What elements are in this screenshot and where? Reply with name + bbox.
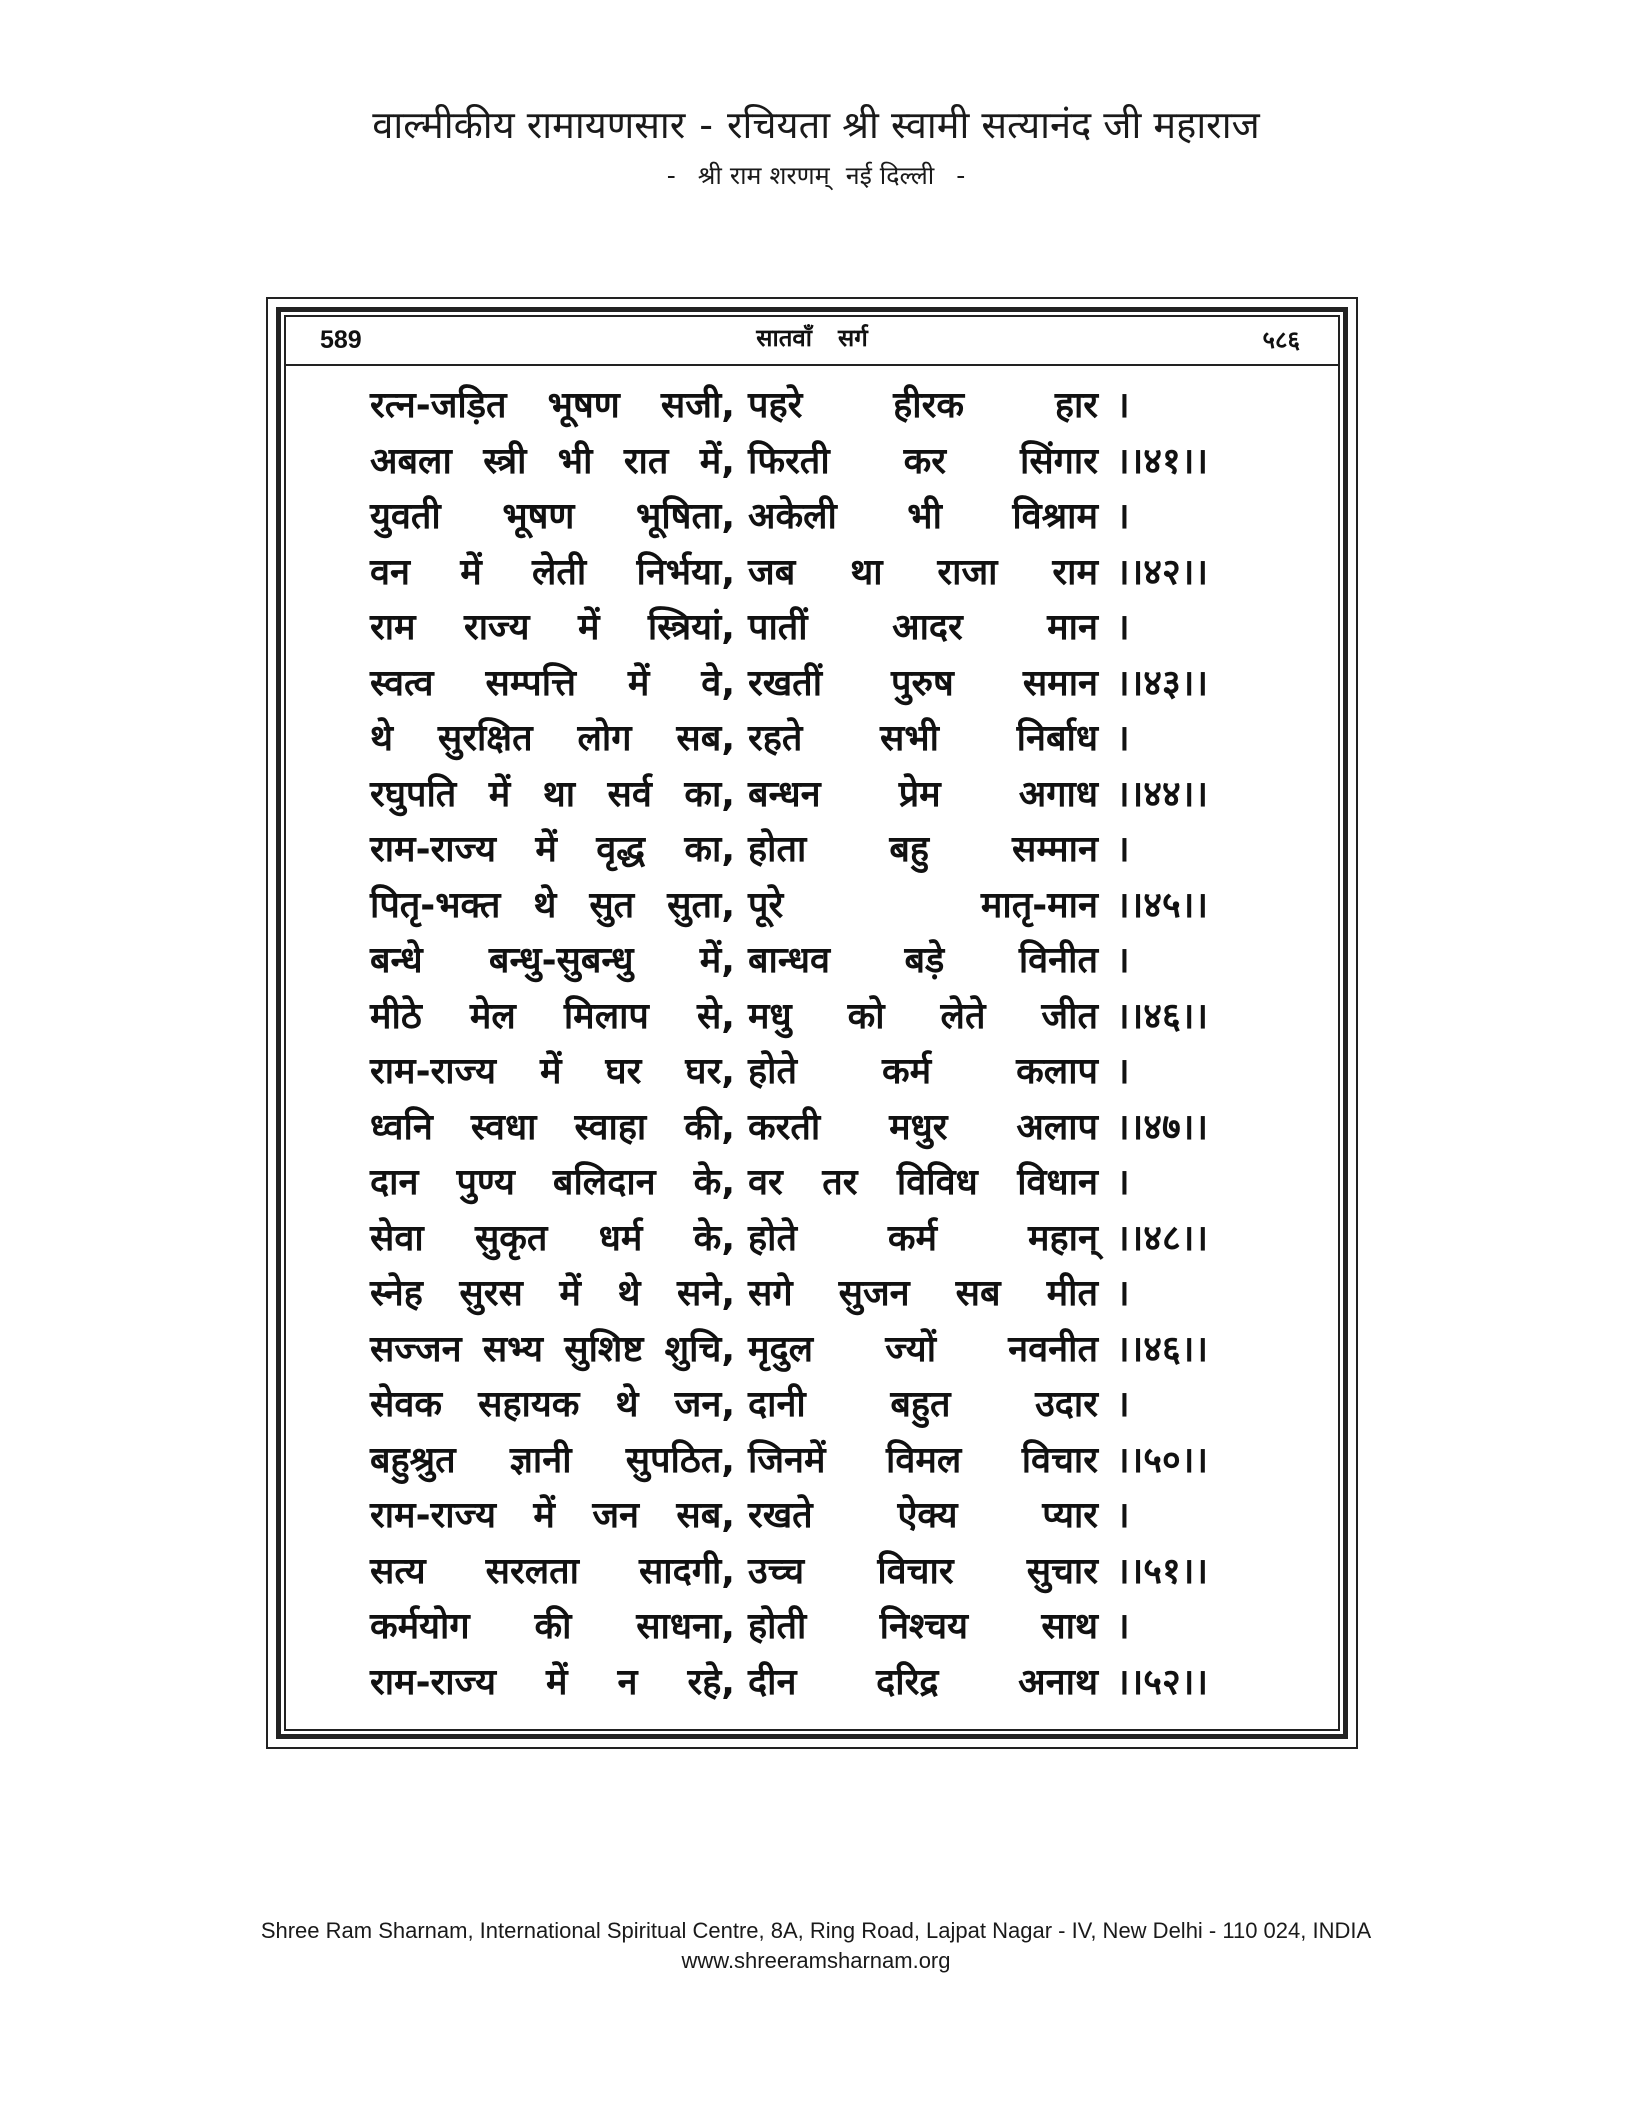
verse-end-mark: ।।४५।। xyxy=(1116,884,1209,926)
verse-first-half xyxy=(370,1155,735,1210)
verse-word: सभी xyxy=(880,718,939,759)
verse-word: से, xyxy=(696,995,735,1037)
verse-word: सुत xyxy=(589,884,635,926)
verse-first-half xyxy=(370,600,735,655)
verse-word: रहे, xyxy=(687,1661,735,1703)
verse-word: सुजन xyxy=(838,1273,910,1314)
verse-word: आदर xyxy=(892,607,963,648)
verse-word: राजा xyxy=(937,551,998,593)
verse-second-half xyxy=(748,600,1098,655)
verse-word: बहु xyxy=(889,829,930,870)
verse-first-half xyxy=(370,822,735,877)
verse-word: दान xyxy=(370,1162,419,1203)
verse-line xyxy=(370,1599,1270,1655)
verse-word: लोग xyxy=(577,718,632,759)
verse-first-half xyxy=(370,1433,735,1488)
verse-word: सर्व xyxy=(607,773,652,815)
verse-first-half xyxy=(370,989,735,1044)
verse-word: समान xyxy=(1022,662,1098,704)
verse-list xyxy=(370,378,1270,1710)
verse-word: मातृ-मान xyxy=(980,884,1098,926)
verse-line xyxy=(370,1377,1270,1433)
verse-second-half xyxy=(748,1655,1098,1710)
verse-first-half xyxy=(370,1488,735,1543)
verse-word: था xyxy=(542,773,576,815)
verse-word: रात xyxy=(623,440,669,482)
verse-word: दानी xyxy=(748,1384,806,1425)
verse-end-mark: । xyxy=(1116,1495,1130,1536)
verse-first-half xyxy=(370,933,735,988)
verse-second-half xyxy=(748,1266,1098,1321)
verse-word: लेते xyxy=(940,995,986,1037)
verse-word: स्वधा xyxy=(470,1106,537,1148)
verse-word: विश्राम xyxy=(1012,496,1098,537)
verse-word: सुशिष्ट xyxy=(564,1328,644,1370)
page-number-arabic: 589 xyxy=(320,326,362,354)
verse-first-half xyxy=(370,656,735,711)
verse-word: प्रेम xyxy=(898,773,941,815)
verse-word: स्वाहा xyxy=(574,1106,647,1148)
verse-word: में xyxy=(577,607,600,648)
verse-word: अबला xyxy=(370,440,452,482)
verse-end-mark: । xyxy=(1116,1051,1130,1092)
verse-second-half xyxy=(748,1599,1098,1654)
verse-word: कर xyxy=(903,440,947,482)
verse-word: मान xyxy=(1047,607,1098,648)
verse-word: उच्च xyxy=(748,1550,805,1592)
verse-word: विविध xyxy=(896,1162,978,1203)
verse-word: भी xyxy=(907,496,942,537)
verse-second-half xyxy=(748,1044,1098,1099)
verse-word: सत्य xyxy=(370,1550,426,1592)
verse-end-mark: । xyxy=(1116,385,1130,426)
verse-end-mark: । xyxy=(1116,607,1130,648)
verse-word: भूषण xyxy=(547,385,620,426)
organization-city: नई दिल्ली xyxy=(845,161,935,190)
verse-word: सुपठित, xyxy=(625,1439,735,1481)
verse-second-half xyxy=(748,489,1098,544)
verse-second-half xyxy=(748,989,1098,1044)
verse-word: में xyxy=(460,551,482,593)
verse-word: भूषिता, xyxy=(636,496,735,537)
verse-word: सब xyxy=(955,1273,1001,1314)
verse-word: तर xyxy=(822,1162,858,1203)
verse-word: स्त्रियां, xyxy=(647,607,735,648)
page-number-devanagari: ५८६ xyxy=(1262,326,1300,354)
verse-line xyxy=(370,1266,1270,1322)
verse-first-half xyxy=(370,1599,735,1654)
document-title xyxy=(0,100,1632,150)
verse-word: वृद्ध xyxy=(596,829,646,870)
verse-word: सम्मान xyxy=(1012,829,1098,870)
verse-word: थे xyxy=(617,1273,641,1314)
verse-word: सरलता xyxy=(485,1550,579,1592)
verse-second-half xyxy=(748,1211,1098,1266)
verse-word: साधना, xyxy=(636,1606,735,1647)
verse-line xyxy=(370,1544,1270,1600)
verse-word: पूरे xyxy=(748,884,784,926)
verse-word: कलाप xyxy=(1016,1051,1098,1092)
verse-first-half xyxy=(370,1655,735,1710)
verse-word: में, xyxy=(699,940,735,981)
chapter-heading xyxy=(286,322,1338,354)
verse-word: की xyxy=(534,1606,572,1647)
verse-word: हार xyxy=(1054,385,1098,426)
verse-word: में xyxy=(559,1273,581,1314)
verse-end-mark: ।।५१।। xyxy=(1116,1550,1209,1592)
verse-word: सने, xyxy=(677,1273,735,1314)
verse-word: की, xyxy=(684,1106,735,1148)
verse-word: थे xyxy=(533,884,557,926)
verse-word: के, xyxy=(693,1217,735,1259)
page-header-bar xyxy=(286,318,1338,366)
verse-word: नवनीत xyxy=(1008,1328,1098,1370)
verse-word: फिरती xyxy=(748,440,830,482)
verse-word: राज्य xyxy=(464,607,530,648)
verse-word: पुण्य xyxy=(456,1162,515,1203)
verse-end-mark: । xyxy=(1116,1606,1130,1647)
verse-word: अनाथ xyxy=(1018,1661,1098,1703)
verse-end-mark: ।।५०।। xyxy=(1116,1439,1209,1481)
verse-word: बहुत xyxy=(890,1384,951,1425)
verse-word: निश्चय xyxy=(879,1606,968,1647)
verse-word: पुरुष xyxy=(891,662,954,704)
verse-word: होता xyxy=(748,829,807,870)
verse-word: होते xyxy=(748,1217,797,1259)
verse-second-half xyxy=(748,1433,1098,1488)
verse-word: मीत xyxy=(1046,1273,1098,1314)
verse-line xyxy=(370,545,1270,601)
verse-first-half xyxy=(370,1266,735,1321)
verse-word: में xyxy=(627,662,650,704)
verse-word: विधान xyxy=(1017,1162,1098,1203)
verse-line xyxy=(370,1211,1270,1267)
verse-word: सहायक xyxy=(478,1384,580,1425)
verse-word: थे xyxy=(615,1384,639,1425)
verse-word: दरिद्र xyxy=(876,1661,939,1703)
verse-word: जब xyxy=(748,551,796,593)
verse-word: घर xyxy=(605,1051,642,1092)
verse-word: करती xyxy=(748,1106,821,1148)
verse-word: कर्म xyxy=(887,1217,938,1259)
verse-first-half xyxy=(370,1211,735,1266)
verse-word: अगाध xyxy=(1018,773,1098,815)
verse-word: थे xyxy=(370,718,394,759)
verse-word: में xyxy=(488,773,511,815)
verse-word: राम-राज्य xyxy=(370,1495,497,1536)
verse-word: को xyxy=(847,995,885,1037)
verse-end-mark: ।।४८।। xyxy=(1116,1217,1209,1259)
verse-word: स्नेह xyxy=(370,1273,423,1314)
verse-word: कर्म xyxy=(881,1051,932,1092)
verse-word: राम-राज्य xyxy=(370,1661,497,1703)
verse-second-half xyxy=(748,933,1098,988)
verse-end-mark: ।।५२।। xyxy=(1116,1661,1209,1703)
verse-first-half xyxy=(370,1377,735,1432)
verse-word: मधुर xyxy=(889,1106,948,1148)
verse-line xyxy=(370,1100,1270,1156)
verse-first-half xyxy=(370,1044,735,1099)
verse-word: सिंगार xyxy=(1020,440,1098,482)
verse-word: राम xyxy=(1052,551,1098,593)
verse-word: में xyxy=(535,829,557,870)
verse-first-half xyxy=(370,878,735,933)
verse-word: शुचि, xyxy=(664,1328,735,1370)
organization-name: श्री राम शरणम् xyxy=(697,161,830,190)
verse-end-mark: । xyxy=(1116,940,1130,981)
verse-second-half xyxy=(748,1377,1098,1432)
verse-word: में xyxy=(539,1051,562,1092)
verse-end-mark: ।।४७।। xyxy=(1116,1106,1209,1148)
verse-word: सेवा xyxy=(370,1217,424,1259)
verse-word: राम xyxy=(370,607,416,648)
document-subtitle xyxy=(0,158,1632,194)
verse-second-half xyxy=(748,711,1098,766)
verse-word: जन xyxy=(592,1495,640,1536)
verse-end-mark: । xyxy=(1116,1384,1130,1425)
verse-word: वर xyxy=(748,1162,783,1203)
verse-first-half xyxy=(370,378,735,433)
verse-second-half xyxy=(748,1100,1098,1155)
verse-word: जीत xyxy=(1041,995,1098,1037)
verse-second-half xyxy=(748,878,1098,933)
verse-word: ज्ञानी xyxy=(509,1439,572,1481)
verse-word: होती xyxy=(748,1606,807,1647)
verse-second-half xyxy=(748,822,1098,877)
book-title: वाल्मीकीय रामायणसार xyxy=(372,103,686,147)
verse-word: सगे xyxy=(748,1273,793,1314)
chapter-ordinal: सातवाँ xyxy=(756,324,812,352)
verse-word: निर्बाध xyxy=(1016,718,1098,759)
verse-word: मधु xyxy=(748,995,792,1037)
verse-line xyxy=(370,1155,1270,1211)
verse-word: ऐक्य xyxy=(897,1495,958,1536)
verse-word: युवती xyxy=(370,496,441,537)
verse-word: सादगी, xyxy=(638,1550,735,1592)
verse-word: के, xyxy=(693,1162,735,1203)
verse-word: रहते xyxy=(748,718,803,759)
verse-word: सभ्य xyxy=(482,1328,544,1370)
verse-word: सब, xyxy=(676,1495,735,1536)
verse-end-mark: । xyxy=(1116,1162,1130,1203)
verse-word: मृदुल xyxy=(748,1328,814,1370)
verse-word: उदार xyxy=(1035,1384,1098,1425)
verse-word: न xyxy=(617,1661,638,1703)
verse-word: सुता, xyxy=(667,884,735,926)
verse-word: रत्न-जड़ित xyxy=(370,385,507,426)
verse-word: भी xyxy=(557,440,593,482)
verse-first-half xyxy=(370,1544,735,1599)
verse-word: सज्जन xyxy=(370,1328,462,1370)
footer-website: www.shreeramsharnam.org xyxy=(681,1948,951,1973)
verse-line xyxy=(370,767,1270,823)
verse-word: में xyxy=(533,1495,555,1536)
verse-line xyxy=(370,1322,1270,1378)
verse-word: दीन xyxy=(748,1661,797,1703)
verse-word: बहुश्रुत xyxy=(370,1439,456,1481)
verse-word: विमल xyxy=(886,1439,962,1481)
verse-word: जिनमें xyxy=(748,1439,826,1481)
verse-line xyxy=(370,822,1270,878)
verse-word: जन, xyxy=(674,1384,735,1425)
verse-end-mark: । xyxy=(1116,718,1130,759)
title-separator: - xyxy=(699,103,714,147)
verse-word: बन्धु-सुबन्धु xyxy=(488,940,634,981)
verse-word: सुरस xyxy=(459,1273,523,1314)
verse-word: अकेली xyxy=(748,496,837,537)
verse-second-half xyxy=(748,1544,1098,1599)
verse-line xyxy=(370,711,1270,767)
verse-word: विचार xyxy=(1021,1439,1098,1481)
verse-word: विचार xyxy=(877,1550,954,1592)
verse-word: पितृ-भक्त xyxy=(370,884,501,926)
verse-word: बान्धव xyxy=(748,940,831,981)
verse-word: का, xyxy=(684,773,735,815)
verse-line xyxy=(370,1044,1270,1100)
verse-word: हीरक xyxy=(893,385,964,426)
verse-second-half xyxy=(748,545,1098,600)
verse-word: रखते xyxy=(748,1495,813,1536)
verse-word: मीठे xyxy=(370,995,422,1037)
verse-line xyxy=(370,378,1270,434)
verse-word: में, xyxy=(699,440,735,482)
verse-second-half xyxy=(748,767,1098,822)
verse-word: राम-राज्य xyxy=(370,829,497,870)
verse-word: वे, xyxy=(701,662,735,704)
verse-word: था xyxy=(850,551,883,593)
verse-word: सजी, xyxy=(660,385,735,426)
verse-end-mark: । xyxy=(1116,829,1130,870)
verse-word: पहरे xyxy=(748,385,803,426)
verse-word: में xyxy=(546,1661,568,1703)
verse-word: सब, xyxy=(676,718,735,759)
footer-address: Shree Ram Sharnam, International Spiritual Centre, 8A, Ring Road, Lajpat Nagar - IV, New Delhi - 110 024, INDIA xyxy=(260,1918,1372,1943)
author-credit: रचियता श्री स्वामी सत्यानंद जी महाराज xyxy=(727,103,1260,147)
verse-line xyxy=(370,489,1270,545)
verse-line xyxy=(370,600,1270,656)
verse-word: होते xyxy=(748,1051,797,1092)
verse-word: बड़े xyxy=(904,940,945,981)
verse-line xyxy=(370,1488,1270,1544)
verse-word: बन्धे xyxy=(370,940,423,981)
verse-first-half xyxy=(370,1322,735,1377)
verse-word: वन xyxy=(370,551,410,593)
verse-first-half xyxy=(370,545,735,600)
verse-second-half xyxy=(748,434,1098,489)
verse-first-half xyxy=(370,489,735,544)
chapter-word: सर्ग xyxy=(837,324,868,352)
verse-word: सुरक्षित xyxy=(437,718,533,759)
verse-line xyxy=(370,1433,1270,1489)
verse-word: स्वत्व xyxy=(370,662,434,704)
verse-word: राम-राज्य xyxy=(370,1051,497,1092)
verse-word: निर्भया, xyxy=(636,551,735,593)
verse-word: प्यार xyxy=(1042,1495,1098,1536)
verse-end-mark: ।।४४।। xyxy=(1116,773,1209,815)
verse-end-mark: ।।४६।। xyxy=(1116,1328,1209,1370)
verse-line xyxy=(370,933,1270,989)
verse-word: स्त्री xyxy=(483,440,527,482)
verse-word: रखतीं xyxy=(748,662,823,704)
verse-word: कर्मयोग xyxy=(370,1606,470,1647)
verse-word: साथ xyxy=(1041,1606,1098,1647)
subtitle-dash-right: - xyxy=(956,161,966,190)
verse-second-half xyxy=(748,1155,1098,1210)
verse-first-half xyxy=(370,767,735,822)
verse-end-mark: ।।४२।। xyxy=(1116,551,1209,593)
verse-word: बलिदान xyxy=(552,1162,656,1203)
verse-second-half xyxy=(748,378,1098,433)
verse-word: धर्म xyxy=(598,1217,643,1259)
verse-line xyxy=(370,434,1270,490)
verse-end-mark: । xyxy=(1116,496,1130,537)
verse-end-mark: । xyxy=(1116,1273,1130,1314)
verse-word: सेवक xyxy=(370,1384,443,1425)
verse-word: सुकृत xyxy=(474,1217,548,1259)
verse-word: ज्यों xyxy=(885,1328,937,1370)
verse-word: सुचार xyxy=(1026,1550,1098,1592)
verse-word: लेती xyxy=(532,551,587,593)
verse-line xyxy=(370,1655,1270,1711)
subtitle-dash-left: - xyxy=(666,161,676,190)
verse-end-mark: ।।४३।। xyxy=(1116,662,1209,704)
verse-line xyxy=(370,878,1270,934)
verse-end-mark: ।।४६।। xyxy=(1116,995,1209,1037)
verse-word: रघुपति xyxy=(370,773,457,815)
verse-word: विनीत xyxy=(1018,940,1098,981)
verse-word: घर, xyxy=(685,1051,735,1092)
verse-end-mark: ।।४१।। xyxy=(1116,440,1209,482)
verse-first-half xyxy=(370,434,735,489)
verse-second-half xyxy=(748,1322,1098,1377)
verse-word: अलाप xyxy=(1016,1106,1098,1148)
verse-second-half xyxy=(748,656,1098,711)
verse-word: भूषण xyxy=(502,496,575,537)
verse-word: बन्धन xyxy=(748,773,821,815)
verse-word: का, xyxy=(684,829,735,870)
verse-word: महान् xyxy=(1028,1217,1098,1259)
verse-word: मिलाप xyxy=(563,995,649,1037)
verse-line xyxy=(370,656,1270,712)
verse-word: ध्वनि xyxy=(370,1106,433,1148)
verse-first-half xyxy=(370,1100,735,1155)
verse-line xyxy=(370,989,1270,1045)
verse-first-half xyxy=(370,711,735,766)
verse-word: मेल xyxy=(469,995,516,1037)
verse-second-half xyxy=(748,1488,1098,1543)
verse-word: सम्पत्ति xyxy=(485,662,576,704)
verse-word: पातीं xyxy=(748,607,808,648)
